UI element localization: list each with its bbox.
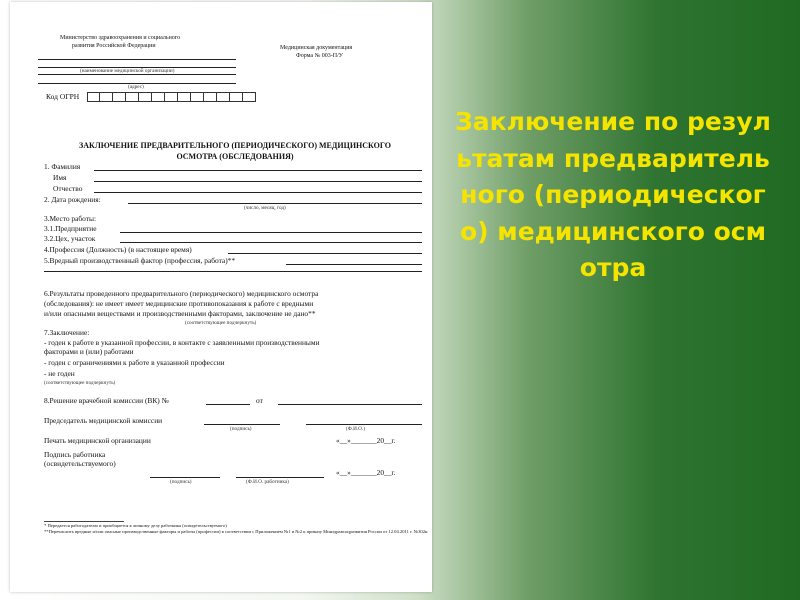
form-number-label: Форма № 003-П/У [296, 53, 344, 59]
conclusion-label: 7.Заключение: [44, 328, 90, 337]
employee-date: «__»_______20__г. [336, 468, 396, 477]
form-heading-line-2: ОСМОТРА (ОБСЛЕДОВАНИЯ) [176, 152, 294, 161]
decision-label: 8.Решение врачебной комиссии (ВК) № [44, 396, 169, 405]
org-line-3 [38, 74, 236, 75]
workshop-label: 3.2.Цех, участок [44, 234, 96, 243]
dob-label: 2. Дата рождения: [44, 195, 101, 204]
conclusion-caption: (соответствующее подчеркнуть) [44, 380, 116, 386]
results-line-2: (обследования): не имеет имеет медицинские противопоказания к работе с вредными [44, 299, 314, 308]
workshop-line [120, 242, 422, 243]
conclusion-unfit: - не годен [44, 369, 75, 378]
employee-fio-line [236, 477, 324, 478]
footnotes [44, 523, 429, 535]
name-line [94, 181, 422, 182]
profession-line [228, 253, 422, 254]
dob-caption: (число, месяц, год) [244, 205, 286, 211]
patronymic-label: Отчество [53, 184, 83, 193]
surname-line [94, 170, 422, 171]
decision-number-line [206, 404, 250, 405]
ogrn-boxes [87, 92, 256, 102]
org-caption: (наименование медицинской организации) [80, 68, 175, 74]
med-doc-label: Медицинская документация [280, 45, 353, 51]
chairman-sig-caption: (подпись) [230, 426, 252, 432]
hazard-label: 5.Вредный производственный фактор (профессия, работа)** [44, 256, 236, 265]
org-line-1 [38, 59, 236, 60]
form-heading [50, 140, 420, 162]
employee-sign-label-2: (освидетельствуемого) [44, 459, 116, 468]
workplace-label: 3.Место работы: [44, 214, 97, 223]
chairman-label: Председатель медицинской комиссии [44, 416, 163, 425]
employee-fio-caption: (Ф.И.О. работника) [246, 479, 289, 485]
employee-sig-caption: (подпись) [170, 479, 192, 485]
ministry-line-1: Министерство здравоохранения и социального [60, 35, 181, 41]
stamp-date: «__»_______20__г. [336, 436, 396, 445]
chairman-fio-line [306, 424, 422, 425]
conclusion-limited: - годен с ограничениями к работе в указанной профессии [44, 358, 225, 367]
chairman-fio-caption: (Ф.И.О.) [346, 426, 365, 432]
footnote-2: **Перечислить вредные и/или опасные производственные факторы и работы (профессии) в соответствии с Приложением №1 и №2 к приказу Минздравсоцразвития России от 12.04.2011 г. №302н [44, 529, 428, 534]
results-caption: (соответствующее подчеркнуть) [185, 320, 257, 326]
conclusion-fit-2: факторами и (или) работами [44, 347, 134, 356]
results-line-3: и/или опасными веществами и производственными факторами, заключение не дано** [44, 309, 316, 318]
chairman-signature-line [204, 424, 280, 425]
stamp-label: Печать медицинской организации [44, 436, 151, 445]
footnote-1: * Передается работодателю и приобщается к личному делу работника (освидетельствуемого) [44, 523, 227, 528]
surname-label: 1. Фамилия [44, 162, 81, 171]
dob-line [128, 203, 422, 204]
conclusion-fit: - годен к работе в указанной профессии, в контакте с заявленными производственными [44, 338, 320, 347]
name-label: Имя [53, 173, 67, 182]
enterprise-label: 3.1.Предприятие [44, 224, 97, 233]
ogrn-label: Код ОГРН [46, 92, 80, 101]
form-heading-line-1: ЗАКЛЮЧЕНИЕ ПРЕДВАРИТЕЛЬНОГО (ПЕРИОДИЧЕСКОГО) МЕДИЦИНСКОГО [79, 141, 391, 150]
results-line-1: 6.Результаты проведенного предварительного (периодического) медицинского осмотра [44, 289, 319, 298]
medical-form-document [10, 2, 432, 592]
footnote-rule [44, 521, 124, 522]
employee-signature-line [150, 477, 220, 478]
ogrn-code-row [46, 91, 256, 102]
address-caption: (адрес) [128, 84, 144, 90]
decision-date-line [278, 404, 422, 405]
decision-from-label: от [256, 396, 263, 405]
hazard-line-2 [44, 271, 422, 272]
slide-title: Заключение по результатам предварительного (периодического) медицинского осмотра [455, 107, 771, 282]
enterprise-line [120, 232, 422, 233]
employee-sign-label-1: Подпись работника [44, 450, 106, 459]
hazard-line [286, 264, 422, 265]
ministry-line-2: развития Российской Федерации [72, 43, 156, 49]
patronymic-line [94, 192, 422, 193]
profession-label: 4.Профессия (Должность) (в настоящее время) [44, 245, 192, 254]
